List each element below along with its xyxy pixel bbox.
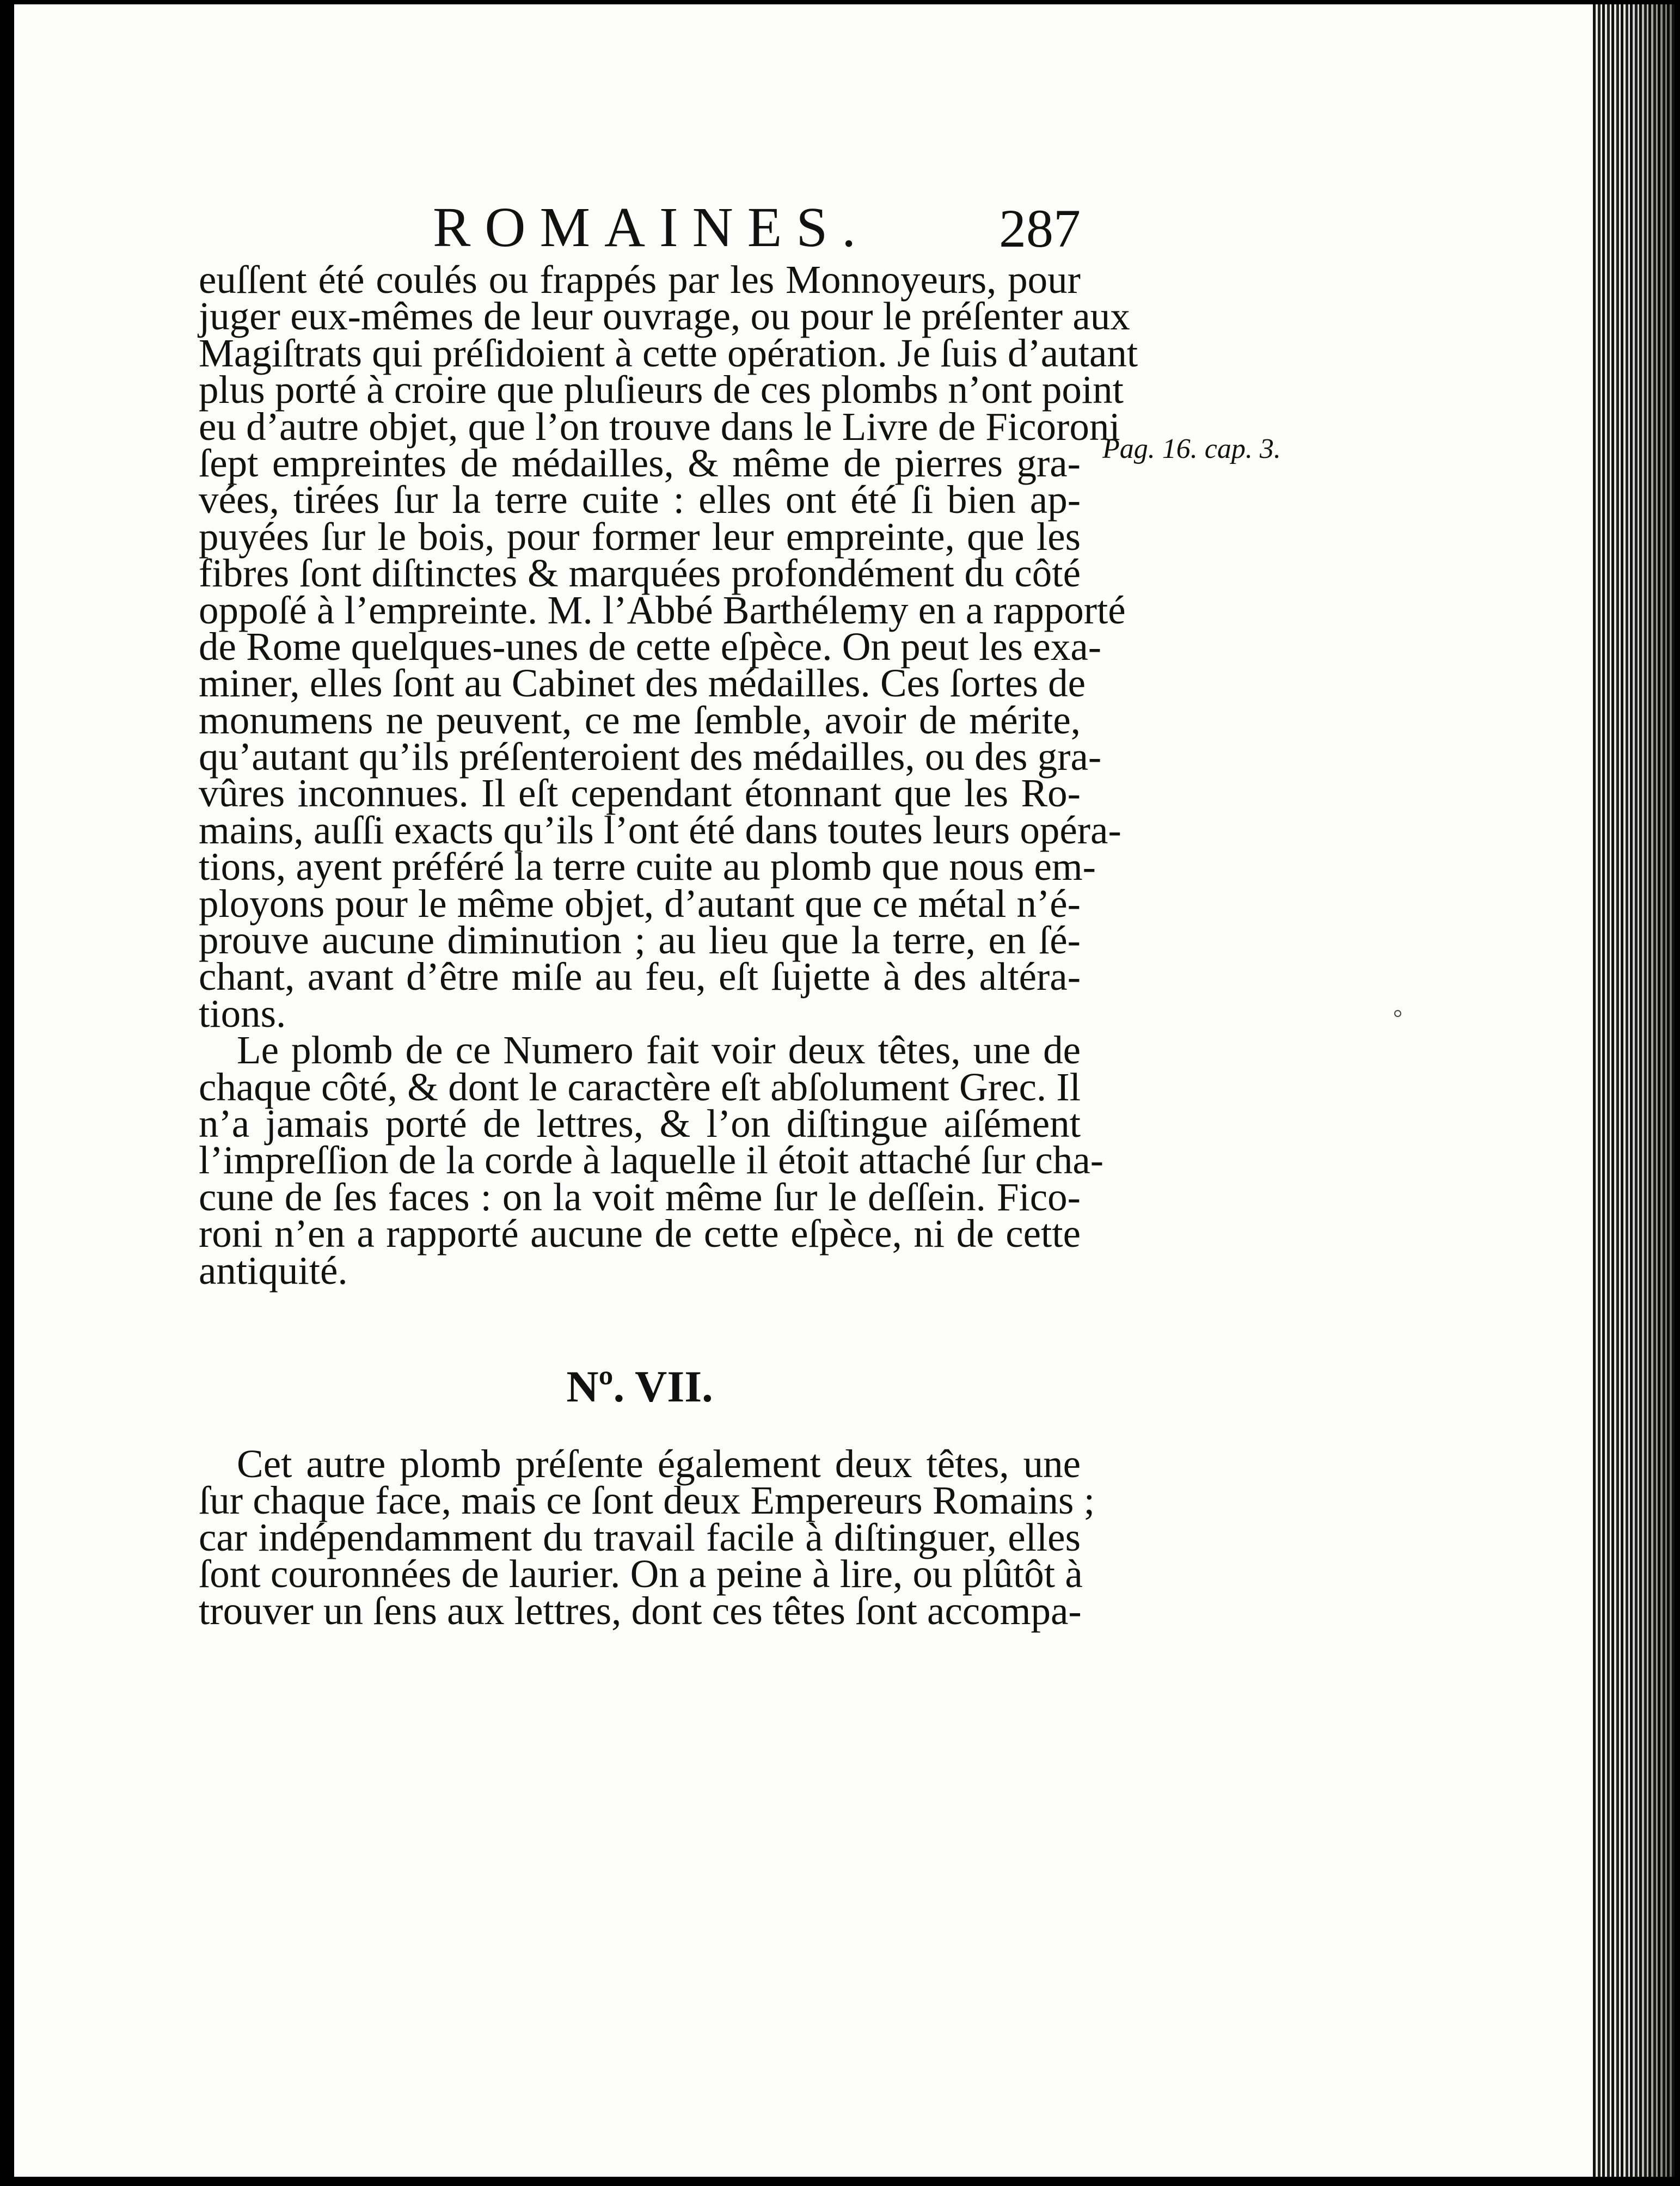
text-line: ployons pour le même objet, d’autant que ce métal n’é- xyxy=(199,881,1081,926)
page-number: 287 xyxy=(999,198,1081,259)
text-line: tions, ayent préféré la terre cuite au plomb que nous em- xyxy=(199,844,1096,889)
section-heading: Nº. VII. xyxy=(566,1362,713,1411)
text-line: Magiſtrats qui préſidoient à cette opération. Je ſuis d’autant xyxy=(199,330,1138,375)
margin-note: Pag. 16. cap. 3. xyxy=(1102,433,1281,464)
text-line: chant, avant d’être miſe au feu, eſt ſujette à des altéra- xyxy=(199,954,1081,999)
text-line: vûres inconnues. Il eſt cependant étonnant que les Ro- xyxy=(199,771,1081,816)
text-line: car indépendamment du travail facile à diſtinguer, elles xyxy=(199,1515,1081,1559)
text-line: antiquité. xyxy=(199,1248,348,1293)
text-line: mains, auſſi exacts qu’ils l’ont été dans toutes leurs opéra- xyxy=(199,807,1121,852)
text-line: oppoſé à l’empreinte. M. l’Abbé Barthélemy en a rapporté xyxy=(199,587,1126,632)
text-line: euſſent été coulés ou frappés par les Monnoyeurs, pour xyxy=(199,258,1081,302)
text-line: qu’autant qu’ils préſenteroient des médailles, ou des gra- xyxy=(199,734,1102,779)
paragraph-1 xyxy=(199,258,1138,1293)
text-line: cune de ſes faces : on la voit même ſur le deſſein. Fico- xyxy=(199,1174,1081,1219)
text-line: ſur chaque face, mais ce ſont deux Empereurs Romains ; xyxy=(199,1478,1095,1523)
text-line: tions. xyxy=(199,991,286,1036)
text-line: miner, elles ſont au Cabinet des médailles. Ces ſortes de xyxy=(199,661,1086,706)
text-line: n’a jamais porté de lettres, & l’on diſtingue aiſément xyxy=(199,1101,1081,1146)
text-line: prouve aucune diminution ; au lieu que la terre, en ſé- xyxy=(199,918,1081,963)
page-edge-shadow xyxy=(1626,4,1675,2177)
text-line: fibres ſont diſtinctes & marquées profondément du côté xyxy=(199,551,1081,596)
text-line: eu d’autre objet, que l’on trouve dans le Livre de Ficoroni xyxy=(199,404,1120,449)
text-line: l’impreſſion de la corde à laquelle il étoit attaché ſur cha- xyxy=(199,1138,1104,1183)
text-line: trouver un ſens aux lettres, dont ces têtes ſont accompa- xyxy=(199,1588,1082,1633)
text-line: ſept empreintes de médailles, & même de pierres gra- xyxy=(199,440,1081,485)
text-line: plus porté à croire que pluſieurs de ces plombs n’ont point xyxy=(199,368,1124,412)
text-line: juger eux-mêmes de leur ouvrage, ou pour le préſenter aux xyxy=(199,294,1130,339)
text-line: Cet autre plomb préſente également deux têtes, une xyxy=(237,1442,1081,1486)
text-line: de Rome quelques-unes de cette eſpèce. On peut les exa- xyxy=(199,624,1102,669)
text-line: vées, tirées ſur la terre cuite : elles ont été ſi bien ap- xyxy=(199,477,1081,522)
text-line: Le plomb de ce Numero fait voir deux têtes, une de xyxy=(237,1028,1081,1073)
text-line: monumens ne peuvent, ce me ſemble, avoir de mérite, xyxy=(199,697,1081,742)
paper-speck xyxy=(1394,1010,1401,1017)
text-line: roni n’en a rapporté aucune de cette eſpèce, ni de cette xyxy=(199,1211,1081,1256)
paragraph-3 xyxy=(199,1442,1095,1633)
text-line: puyées ſur le bois, pour former leur empreinte, que les xyxy=(199,514,1081,559)
running-title: ROMAINES. xyxy=(433,196,870,259)
text-line: chaque côté, & dont le caractère eſt abſolument Grec. Il xyxy=(199,1064,1081,1109)
text-line: ſont couronnées de laurier. On a peine à lire, ou plûtôt à xyxy=(199,1552,1083,1596)
